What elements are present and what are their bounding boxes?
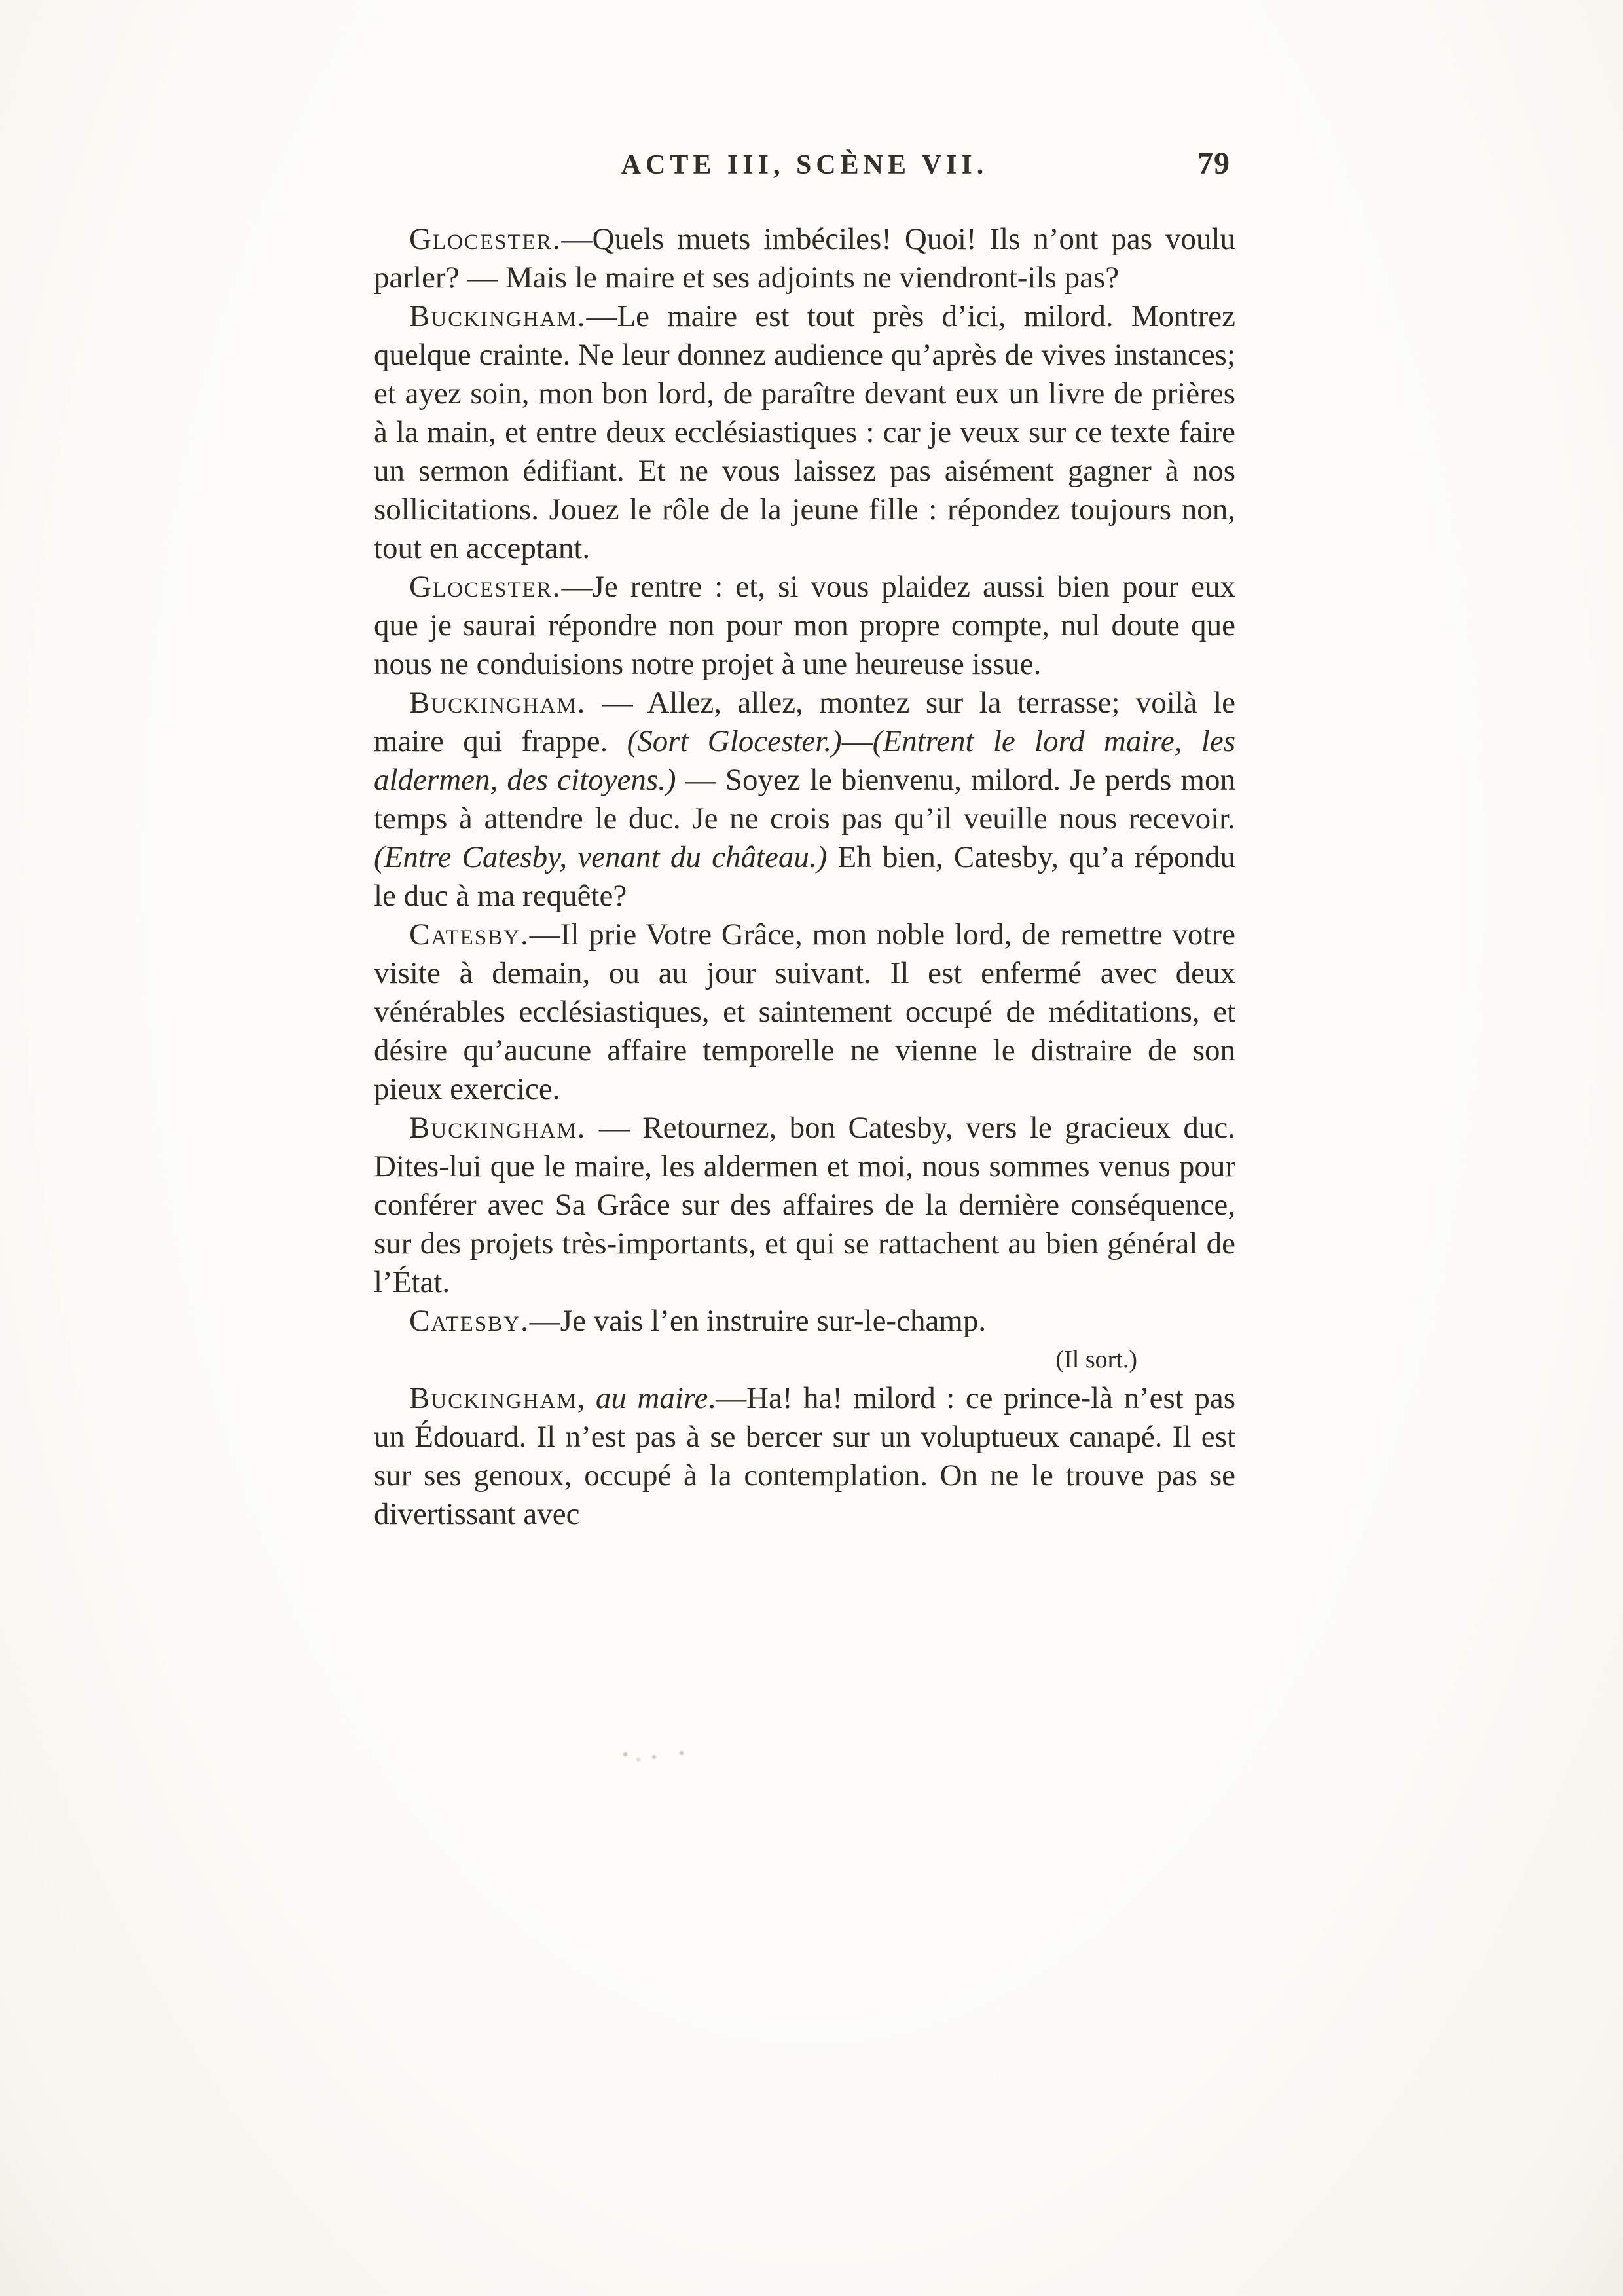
speaker-name: Glocester.: [409, 222, 562, 256]
speech-buckingham-4: [374, 1379, 1235, 1534]
speaker-name: Buckingham.: [409, 686, 587, 720]
page-content: [374, 146, 1235, 1534]
speech-catesby-2: [374, 1302, 1235, 1341]
dialogue-text: — Soyez le bienvenu, milord. Je perds mon temps à attendre le duc. Je ne crois pas qu’il veuille nous recevoir.: [374, 763, 1235, 836]
speaker-name: Catesby.: [409, 1304, 530, 1338]
page-number: 79: [1197, 146, 1230, 181]
speech-glocester-1: [374, 220, 1235, 297]
dialogue-text: (Il sort.): [1055, 1346, 1137, 1373]
dialogue-text: —Quels muets imbéciles! Quoi! Ils n’ont pas voulu parler? — Mais le maire et ses adjoints ne viendront-ils pas?: [374, 222, 1235, 295]
stage-direction: (Sort Glocester.): [627, 724, 842, 758]
dialogue-text: ,: [577, 1381, 596, 1415]
stage-exit: [374, 1341, 1235, 1379]
speech-glocester-2: [374, 568, 1235, 684]
text-block: [374, 220, 1235, 1534]
speaker-name: Buckingham.: [409, 299, 587, 333]
running-title: ACTE III, SCÈNE VII.: [621, 150, 989, 180]
dialogue-text: — Allez, allez, montez sur la terrasse; voilà le maire qui frappe.: [374, 686, 1235, 758]
page-header: [374, 146, 1235, 189]
speech-buckingham-3: [374, 1109, 1235, 1302]
speaker-name: Buckingham.: [409, 1111, 587, 1145]
scan-smudge: [623, 1752, 627, 1756]
dialogue-text: —Je rentre : et, si vous plaidez aussi bien pour eux que je saurai répondre non pour mon propre compte, nul doute que nous ne conduisions notre projet à une heureuse issue.: [374, 570, 1235, 681]
speaker-name: Buckingham: [409, 1381, 577, 1415]
dialogue-text: —Je vais l’en instruire sur-le-champ.: [529, 1304, 987, 1338]
stage-direction: (Entrent le lord maire, les aldermen, des citoyens.): [374, 724, 1235, 797]
dialogue-text: —Le maire est tout près d’ici, milord. Montrez quelque crainte. Ne leur donnez audience qu’après de vives instances; et ayez soin, mon bon lord, de paraître devant eux un livre de prières à la main, et entre deux ecclésiastiques : car je veux sur ce texte faire un sermon édifiant. Et ne vous laissez pas aisément gagner à nos sollicitations. Jouez le rôle de la jeune fille : répondez toujours non, tout en acceptant.: [374, 299, 1235, 565]
speech-buckingham-2: [374, 684, 1235, 916]
stage-direction: au maire: [595, 1381, 708, 1415]
dialogue-text: Eh bien, Catesby, qu’a répondu le duc à ma requête?: [374, 840, 1235, 913]
speech-catesby-1: [374, 916, 1235, 1109]
speaker-name: Catesby.: [409, 917, 530, 952]
speech-buckingham-1: [374, 297, 1235, 568]
dialogue-text: .—Ha! ha! milord : ce prince-là n’est pas un Édouard. Il n’est pas à se bercer sur un voluptueux canapé. Il est sur ses genoux, occupé à la contemplation. On ne le trouve pas se divertissant avec: [374, 1381, 1235, 1531]
stage-direction: (Entre Catesby, venant du château.): [374, 840, 828, 874]
dialogue-text: — Retournez, bon Catesby, vers le gracieux duc. Dites-lui que le maire, les aldermen et moi, nous sommes venus pour conférer avec Sa Grâce sur des affaires de la dernière conséquence, sur des projets très-importants, et qui se rattachent au bien général de l’État.: [374, 1111, 1235, 1299]
dialogue-text: —: [841, 724, 873, 758]
dialogue-text: —Il prie Votre Grâce, mon noble lord, de remettre votre visite à demain, ou au jour suivant. Il est enfermé avec deux vénérables ecclésiastiques, et saintement occupé de méditations, et désire qu’aucune affaire temporelle ne vienne le distraire de son pieux exercice.: [374, 917, 1235, 1106]
speaker-name: Glocester.: [409, 570, 562, 604]
